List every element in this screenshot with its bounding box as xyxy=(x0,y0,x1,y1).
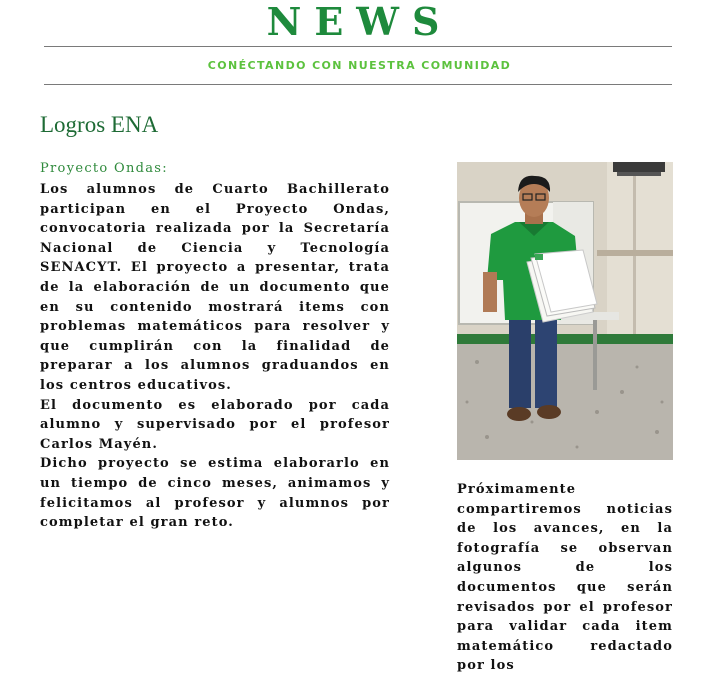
header-divider-top xyxy=(44,46,672,47)
teacher-photo xyxy=(457,162,673,460)
article-subtitle: Proyecto Ondas: xyxy=(40,161,168,176)
article-body xyxy=(40,180,390,533)
article-paragraph: Dicho proyecto se estima elaborarlo en un tiempo de cinco meses, animamos y felicitamos al profesor y alumnos por completar el gran reto. xyxy=(40,456,390,531)
photo-caption: Próximamente compartiremos noticias de los avances, en la fotografía se observan algunos de los documentos que serán revisados por el profesor para validar cada item matemático redactado por los xyxy=(457,482,673,674)
article-paragraph: El documento es elaborado por cada alumno y supervisado por el profesor Carlos Mayén. xyxy=(40,397,390,452)
header-divider-bottom xyxy=(44,84,672,85)
newsletter-title: NEWS xyxy=(266,0,453,44)
article-paragraph: Los alumnos de Cuarto Bachillerato participan en el Proyecto Ondas, convocatoria realizada por la Secretaría Nacional de Ciencia y Tecnología SENACYT. El proyecto a presentar, trata de la elaboración de un documento que en su contenido mostrará items con problemas matemáticos para resolver y que cumplirán con la finalidad de preparar a los alumnos graduandos en los centros educativos. xyxy=(40,182,390,393)
section-title: Logros ENA xyxy=(40,112,159,137)
newsletter-tagline: CONÉCTANDO CON NUESTRA COMUNIDAD xyxy=(207,59,512,72)
